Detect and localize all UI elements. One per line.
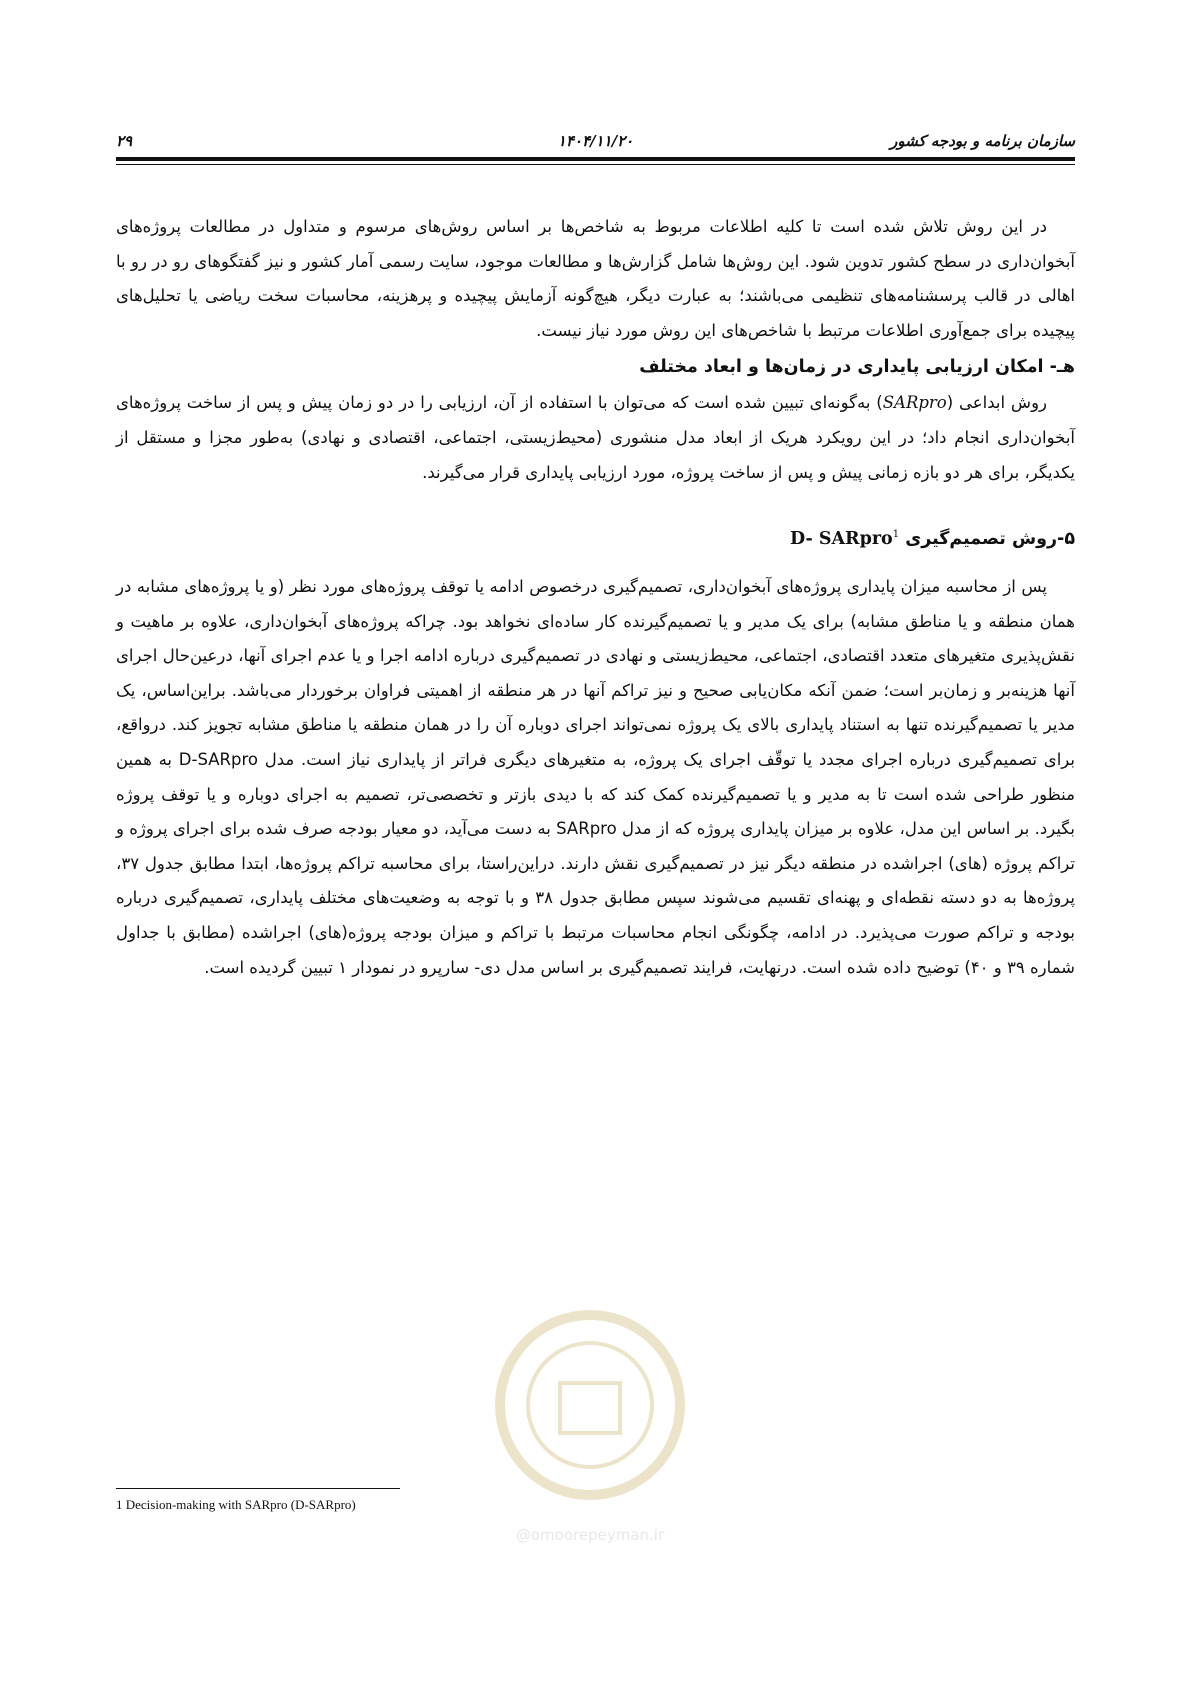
page-body bbox=[116, 210, 1075, 985]
paragraph-sarpro-text-start: روش ابداعی ( bbox=[946, 393, 1048, 413]
section-heading-latin-text: D- SARpro bbox=[789, 528, 893, 549]
organization-name: سازمان برنامه و بودجه کشور bbox=[890, 132, 1075, 150]
subheading-time-dimensions: هـ- امکان ارزیابی پایداری در زمان‌ها و ابعاد مختلف bbox=[639, 357, 1075, 378]
paragraph-data-collection: در این روش تلاش شده است تا کلیه اطلاعات مربوط به شاخص‌ها بر اساس روش‌های مرسوم و متداول در مطالعات پروژه‌های آبخوان‌داری در سطح کشور تدوین شود. این روش‌ها شامل گزارش‌ها و مطالعات موجود، سایت رسمی آمار کشور و نیز گفتگوهای رو در رو با اهالی در قالب پرسشنامه‌های تنظیمی می‌باشند؛ به عبارت دیگر، هیچ‌گونه آزمایش پیچیده و پرهزینه، محاسبات سخت ریاضی یا تحلیل‌های پیچیده برای جمع‌آوری اطلاعات مرتبط با شاخص‌های این روش مورد نیاز نیست. bbox=[116, 217, 1075, 340]
header-rule-thin bbox=[116, 164, 1075, 165]
watermark-inner-ring bbox=[528, 1343, 652, 1467]
page-number: ۲۹ bbox=[116, 132, 133, 150]
sarpro-term: SARpro bbox=[882, 393, 947, 413]
footnote-marker: 1 bbox=[892, 529, 900, 541]
page-header bbox=[116, 126, 1075, 154]
watermark-emblem bbox=[560, 1383, 620, 1433]
header-date: ۱۴۰۴/۱۱/۲۰ bbox=[557, 132, 634, 150]
paragraph-sarpro-evaluation bbox=[116, 386, 1075, 490]
paragraph-decision-model: پس از محاسبه میزان پایداری پروژه‌های آبخوان‌داری، تصمیم‌گیری درخصوص ادامه یا توقف پروژه‌های مورد نظر (و یا پروژه‌های مشابه در همان منطقه و یا مناطق مشابه) برای یک مدیر و یا تصمیم‌گیرنده کار ساده‌ای نخواهد بود. چراکه پروژه‌های آبخوان‌داری، علاوه بر ماهیت و نقش‌پذیری متغیرهای متعدد اقتصادی، اجتماعی، محیط‌زیستی و نهادی در تصمیم‌گیری درباره ادامه اجرا و یا عدم اجرای آنها، درعین‌حال اجرای آنها هزینه‌بر و زمان‌بر است؛ ضمن آنکه مکان‌یابی صحیح و نیز تراکم آنها در هر منطقه از اهمیتی فراوان برخوردار می‌باشد. براین‌اساس، یک مدیر یا تصمیم‌گیرنده تنها به استناد پایداری بالای یک پروژه نمی‌تواند اجرای دوباره آن را در همان منطقه یا مناطق مشابه تجویز کند. درواقع، برای تصمیم‌گیری درباره اجرای مجدد یا توقّف اجرای یک پروژه، به متغیرهای دیگری فراتر از پایداری نیاز است. مدل D-SARpro به همین منظور طراحی شده است تا به مدیر و یا تصمیم‌گیرنده کمک کند که با دیدی بازتر و تخصصی‌تر، تصمیم به اجرای دوباره و یا توقف پروژه بگیرد. بر اساس این مدل، علاوه بر میزان پایداری پروژه که از مدل SARpro به دست می‌آید، دو معیار بودجه صرف شده برای اجرای پروژه و تراکم پروژه (های) اجراشده در منطقه دیگر نیز در تصمیم‌گیری نقش دارند. دراین‌راستا، برای محاسبه تراکم پروژه‌ها، ابتدا مطابق جدول ۳۷، پروژه‌ها به دو دسته نقطه‌ای و پهنه‌ای تقسیم می‌شوند سپس مطابق جدول ۳۸ و با توجه به وضعیت‌های مختلف پایداری، تصمیم‌گیری درباره بودجه و تراکم صورت می‌پذیرد. در ادامه، چگونگی انجام محاسبات مرتبط با تراکم و میزان بودجه پروژه(های) اجراشده (مطابق با جداول شماره ۳۹ و ۴۰) توضیح داده شده است. درنهایت، فرایند تصمیم‌گیری بر اساس مدل دی- سارپرو در نمودار ۱ تبیین گردیده است. bbox=[116, 576, 1075, 977]
section-heading-fa: ۵-روش تصمیم‌گیری bbox=[905, 528, 1075, 549]
section-heading-latin bbox=[790, 529, 899, 549]
watermark-site-text: @omoorepeyman.ir bbox=[515, 1526, 665, 1544]
header-rule-thick bbox=[116, 157, 1075, 161]
paragraph-sarpro-text-end: ) به‌گونه‌ای تبیین شده است که می‌توان با استفاده از آن، ارزیابی را در دو زمان پیش و پس از ساخت پروژه‌های آبخوان‌داری انجام داد؛ در این رویکرد هریک از ابعاد مدل منشوری (محیط‌زیستی، اجتماعی، اقتصادی و نهادی) به‌طور مجزا و مستقل از یکدیگر، برای هر دو بازه زمانی پیش و پس از ساخت پروژه، مورد ارزیابی پایداری قرار می‌گیرند. bbox=[116, 393, 1075, 482]
footnote-rule bbox=[116, 1488, 400, 1489]
footnote: 1 Decision-making with SARpro (D-SARpro) bbox=[116, 1497, 356, 1512]
section-heading-d-sarpro bbox=[116, 518, 1075, 556]
watermark-logo bbox=[450, 1305, 730, 1565]
